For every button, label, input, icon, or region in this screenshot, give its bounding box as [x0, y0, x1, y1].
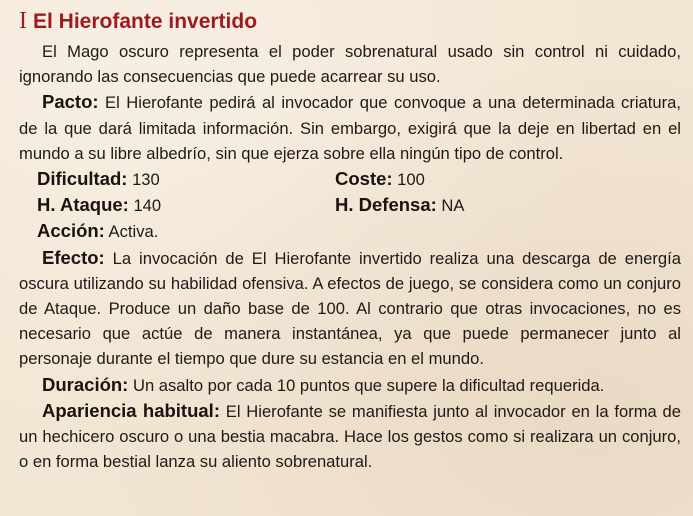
title-text: El Hierofante invertido — [33, 10, 258, 33]
stat-accion — [37, 218, 158, 244]
efecto-text: La invocación de El Hierofante invertido realiza una descarga de energía oscura utilizando su habilidad ofensiva. A efectos de juego, se considera como un conjuro de Ataque. Produce un daño base de 100. Al contrario que otras invocaciones, no es necesario que actúe de manera instantánea, ya que puede permanecer junto al personaje durante el tiempo que dure su estancia en el mundo. — [19, 248, 681, 369]
duracion-text: Un asalto por cada 10 puntos que supere la dificultad requerida. — [128, 375, 605, 395]
stat-coste-label: Coste: — [335, 168, 393, 190]
duracion-label: Duración: — [42, 373, 129, 395]
stat-ataque — [37, 192, 335, 218]
pacto-label: Pacto: — [42, 91, 99, 113]
stats-row-1 — [37, 166, 681, 192]
stat-accion-value: Activa. — [104, 222, 159, 242]
stat-ataque-value: 140 — [128, 196, 162, 216]
stat-ataque-label: H. Ataque: — [37, 194, 129, 216]
pacto-paragraph — [19, 89, 681, 166]
title-numeral: I — [19, 8, 27, 34]
stats-row-3 — [37, 218, 681, 244]
stat-dificultad-label: Dificultad: — [37, 168, 128, 190]
stat-defensa-label: H. Defensa: — [335, 194, 437, 216]
stat-defensa-value: NA — [436, 196, 465, 216]
apariencia-label: Apariencia habitual: — [42, 399, 220, 421]
apariencia-paragraph — [19, 398, 681, 475]
stat-dificultad — [37, 166, 335, 192]
efecto-label: Efecto: — [42, 246, 105, 268]
stats-row-2 — [37, 192, 681, 218]
intro-paragraph: El Mago oscuro representa el poder sobrenatural usado sin control ni cuidado, ignorando las consecuencias que puede acarrear su uso. — [19, 42, 681, 87]
pacto-text: El Hierofante pedirá al invocador que convoque a una determinada criatura, de la que dará limitada información. Sin embargo, exigirá que la deje en libertad en el mundo a su libre albedrío, sin que ejerza sobre ella ningún tipo de control. — [19, 93, 681, 163]
duracion-paragraph — [19, 372, 681, 398]
stats-block — [19, 166, 681, 245]
stat-coste — [335, 166, 425, 192]
stat-accion-label: Acción: — [37, 220, 105, 242]
stat-defensa — [335, 192, 464, 218]
stat-coste-value: 100 — [392, 170, 425, 190]
stat-dificultad-value: 130 — [127, 170, 160, 190]
apariencia-text: El Hierofante se manifiesta junto al invocador en la forma de un hechicero oscuro o una bestia macabra. Hace los gestos como si realizara un conjuro, o en forma bestial lanza su aliento sobrenatural. — [19, 401, 681, 472]
section-title — [19, 6, 681, 37]
efecto-paragraph — [19, 245, 681, 372]
